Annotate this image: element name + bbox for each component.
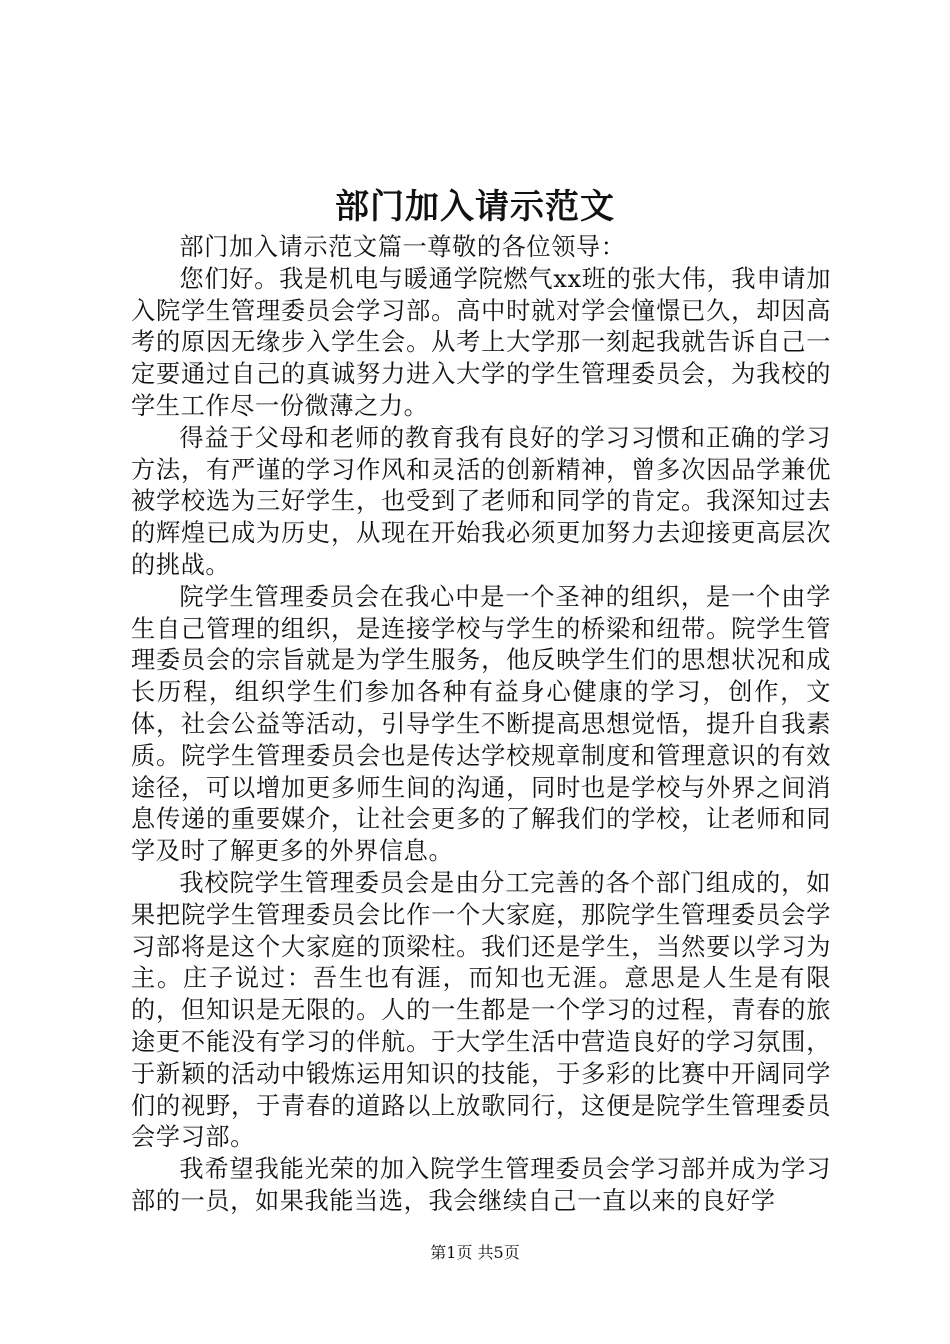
paragraph-introduction: 您们好。我是机电与暖通学院燃气xx班的张大伟，我申请加入院学生管理委员会学习部。高中时就对学会憧憬已久，却因高考的原因无缘步入学生会。从考上大学那一刻起我就告诉自己一定要通过自己的真诚努力进入大学的学生管理委员会，为我校的学生工作尽一份微薄之力。	[131, 264, 831, 420]
paragraph-hope: 我希望我能光荣的加入院学生管理委员会学习部并成为学习部的一员，如果我能当选，我会继续自己一直以来的良好学	[131, 1155, 831, 1215]
paragraph-background: 得益于父母和老师的教育我有良好的学习习惯和正确的学习方法，有严谨的学习作风和灵活的创新精神，曾多次因品学兼优被学校选为三好学生，也受到了老师和同学的肯定。我深知过去的辉煌已成为历史，从现在开始我必须更加努力去迎接更高层次的挑战。	[131, 423, 831, 579]
paragraph-greeting: 部门加入请示范文篇一尊敬的各位领导：	[179, 233, 626, 261]
page-number-footer: 第1页 共5页	[430, 1243, 520, 1262]
paragraph-study-department: 我校院学生管理委员会是由分工完善的各个部门组成的，如果把院学生管理委员会比作一个大家庭，那院学生管理委员会学习部将是这个大家庭的顶梁柱。我们还是学生，当然要以学习为主。庄子说过：吾生也有涯，而知也无涯。意思是人生是有限的，但知识是无限的。人的一生都是一个学习的过程，青春的旅途更不能没有学习的伴航。于大学生活中营造良好的学习氛围，于新颖的活动中锻炼运用知识的技能，于多彩的比赛中开阔同学们的视野，于青春的道路以上放歌同行，这便是院学生管理委员会学习部。	[131, 868, 831, 1152]
document-title: 部门加入请示范文	[335, 187, 615, 227]
document-body	[131, 232, 831, 1218]
paragraph-committee-description: 院学生管理委员会在我心中是一个圣神的组织，是一个由学生自己管理的组织，是连接学校与学生的桥梁和纽带。院学生管理委员会的宗旨就是为学生服务，他反映学生们的思想状况和成长历程，组织学生们参加各种有益身心健康的学习，创作，文体，社会公益等活动，引导学生不断提高思想觉悟，提升自我素质。院学生管理委员会也是传达学校规章制度和管理意识的有效途径，可以增加更多师生间的沟通，同时也是学校与外界之间消息传递的重要媒介，让社会更多的了解我们的学校，让老师和同学及时了解更多的外界信息。	[131, 582, 831, 866]
